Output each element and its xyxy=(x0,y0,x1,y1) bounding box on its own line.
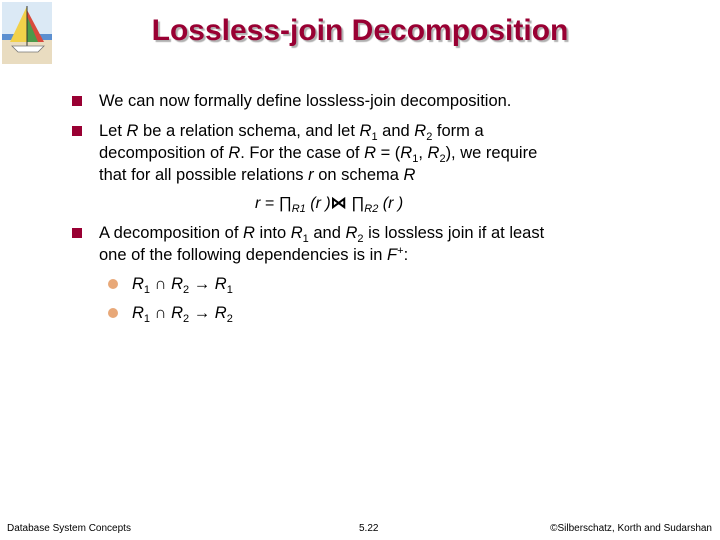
footer-copyright: ©Silberschatz, Korth and Sudarshan xyxy=(550,523,712,534)
bullet-marker xyxy=(72,96,82,106)
dependency-1: $R_1$ ∩ $R_2 \to R_1$ xyxy=(132,275,233,296)
bullet-marker xyxy=(72,126,82,136)
sub-bullet-marker xyxy=(108,308,118,318)
footer-page-number: 5.22 xyxy=(359,523,379,534)
bullet-2-line-2: decomposition of R. For the case of $R = (R_1$, $R_2$), we require xyxy=(99,144,538,165)
lossless-join-formula: $r = \prod_{R1}$ (r )⋈ $\prod_{R2}$ (r ) xyxy=(255,195,404,215)
footer-book-title: Database System Concepts xyxy=(7,523,131,534)
bullet-marker xyxy=(72,228,82,238)
bullet-2-line-3: that for all possible relations r on schema R xyxy=(99,166,416,184)
dependency-2: $R_1$ ∩ $R_2 \to R_2$ xyxy=(132,304,233,325)
bullet-3-line-2: one of the following dependencies is in F+: xyxy=(99,245,409,264)
bullet-3-line-1: A decomposition of R into $R_1$ and $R_2$ is lossless join if at least xyxy=(99,224,545,245)
bullet-2-line-1: Let R be a relation schema, and let $R_1$ and $R_2$ form a xyxy=(99,122,484,143)
sub-bullet-marker xyxy=(108,279,118,289)
slide-title: Lossless-join Decomposition xyxy=(151,14,569,47)
bullet-1-text: We can now formally define lossless-join decomposition. xyxy=(99,92,512,110)
